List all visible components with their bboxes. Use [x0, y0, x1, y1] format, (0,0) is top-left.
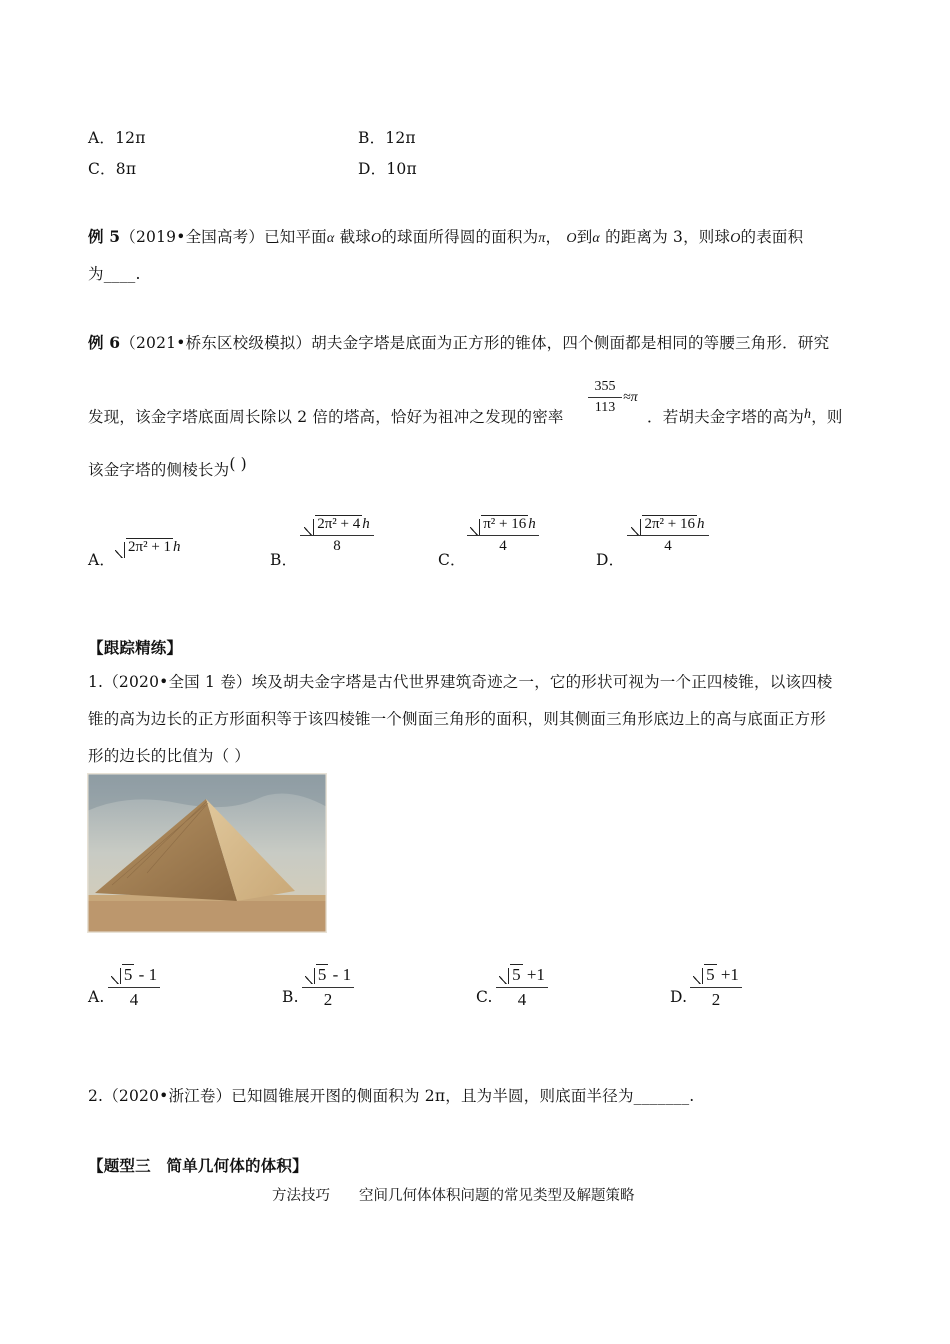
example6-line2b	[647, 405, 843, 427]
ex6-option-d-letter: D．	[596, 551, 625, 569]
operator: - 1	[328, 965, 352, 984]
tracking-header: 【跟踪精练】	[88, 638, 183, 657]
fraction-denominator: 8	[333, 538, 341, 554]
operator: +1	[522, 965, 545, 984]
q1-option-d-letter: D.	[670, 988, 688, 1006]
q1-option-c-frac	[496, 964, 548, 1010]
radicand: 2π² + 4	[317, 516, 361, 532]
ex6-option-b-frac	[300, 515, 374, 555]
example6-source: （2021•桥东区校级模拟）	[120, 334, 312, 352]
fraction-denominator: 4	[499, 538, 507, 554]
q2-text: 2.（2020•浙江卷）已知圆锥展开图的侧面积为 2π，且为半圆，则底面半径为_______.	[88, 1087, 695, 1105]
example6-line1	[88, 331, 829, 353]
section3-header: 【题型三 简单几何体的体积】	[88, 1156, 308, 1175]
fraction-numerator: 355	[588, 379, 622, 398]
q1-line2: 锥的高为边长的正方形面积等于该四棱锥一个侧面三角形的面积，则其侧面三角形底边上的高与底面正方形	[88, 710, 826, 728]
ex6-option-c-letter: C．	[438, 551, 466, 569]
answer-paren: ( )	[229, 455, 247, 473]
fraction-355-113	[588, 379, 622, 416]
example5-source: （2019•全国高考）	[120, 228, 265, 246]
q1-option-d-frac	[690, 964, 742, 1010]
option-d: D．10π	[358, 160, 417, 178]
math-h: h	[528, 516, 536, 532]
fraction-denominator: 2	[711, 990, 721, 1009]
option-c: C．8π	[88, 160, 137, 178]
math-h: h	[697, 516, 705, 532]
fraction-denominator: 4	[664, 538, 672, 554]
option-b: B．12π	[358, 129, 416, 147]
math-h: h	[173, 539, 181, 555]
example5-text: 的距离为 3，则球	[605, 228, 731, 246]
q1-line3: 形的边长的比值为（ ）	[88, 747, 251, 765]
radicand: 5	[512, 965, 521, 984]
example5-text: 截球	[339, 228, 371, 246]
example6-text: ．若胡夫金字塔的高为	[647, 408, 805, 426]
example5-text: 到	[576, 228, 593, 246]
q1-option-c-letter: C.	[476, 988, 493, 1006]
example5-label: 例 5	[88, 227, 121, 246]
math-alpha: α	[592, 231, 600, 246]
example6-line3	[88, 455, 247, 480]
q1-option-a-frac	[108, 964, 160, 1010]
ex6-option-a-letter: A．	[88, 551, 116, 569]
example5-text: 的表面积	[740, 228, 804, 246]
fraction-denominator: 4	[517, 990, 527, 1009]
math-O: O	[371, 231, 382, 246]
q1-line1: 1.（2020•全国 1 卷）埃及胡夫金字塔是古代世界建筑奇迹之一，它的形状可视为一个正四棱锥，以该四棱	[88, 673, 833, 691]
example5-text: ，	[545, 228, 562, 246]
pyramid-photo	[87, 773, 327, 933]
radicand: 5	[123, 965, 133, 984]
example5-line2: 为____.	[88, 265, 141, 283]
example6-text: 胡夫金字塔是底面为正方形的锥体，四个侧面都是相同的等腰三角形．研究	[311, 334, 830, 352]
radicand: 5	[706, 965, 715, 984]
ex6-option-b-letter: B．	[270, 551, 298, 569]
radicand: π² + 16	[483, 516, 527, 532]
math-h: h	[362, 516, 370, 532]
example6-label: 例 6	[88, 333, 121, 352]
math-alpha: α	[326, 231, 335, 246]
operator: +1	[716, 965, 739, 984]
ex6-option-c-frac	[467, 515, 539, 555]
example6-text: 该金字塔的侧棱长为	[88, 461, 230, 479]
fraction-denominator: 4	[129, 990, 139, 1009]
ex6-option-d-frac	[627, 515, 709, 555]
ex6-option-a-expr	[115, 538, 181, 556]
math-pi: π	[538, 231, 546, 246]
radicand: 5	[317, 965, 327, 984]
q1-option-a-letter: A.	[88, 988, 105, 1006]
section3-subtitle: 方法技巧 空间几何体体积问题的常见类型及解题策略	[272, 1188, 635, 1204]
math-h: h	[804, 407, 812, 422]
radicand: 2π² + 1	[128, 539, 172, 555]
operator: - 1	[134, 965, 158, 984]
approx-pi: ≈π	[623, 390, 638, 405]
math-O: O	[730, 231, 741, 246]
example6-line2a: 发现，该金字塔底面周长除以 2 倍的塔高，恰好为祖冲之发现的密率	[88, 408, 564, 426]
fraction-denominator: 2	[323, 990, 333, 1009]
example6-text: ，则	[811, 408, 843, 426]
example5-text: 已知平面	[264, 228, 327, 246]
math-O: O	[566, 231, 577, 246]
fraction-denominator: 113	[594, 400, 616, 415]
example5-line1	[88, 225, 803, 247]
q1-option-b-letter: B.	[282, 988, 299, 1006]
option-a: A．12π	[88, 129, 146, 147]
q1-option-b-frac	[302, 964, 354, 1010]
example5-text: 的球面所得圆的面积为	[381, 228, 539, 246]
radicand: 2π² + 16	[644, 516, 696, 532]
